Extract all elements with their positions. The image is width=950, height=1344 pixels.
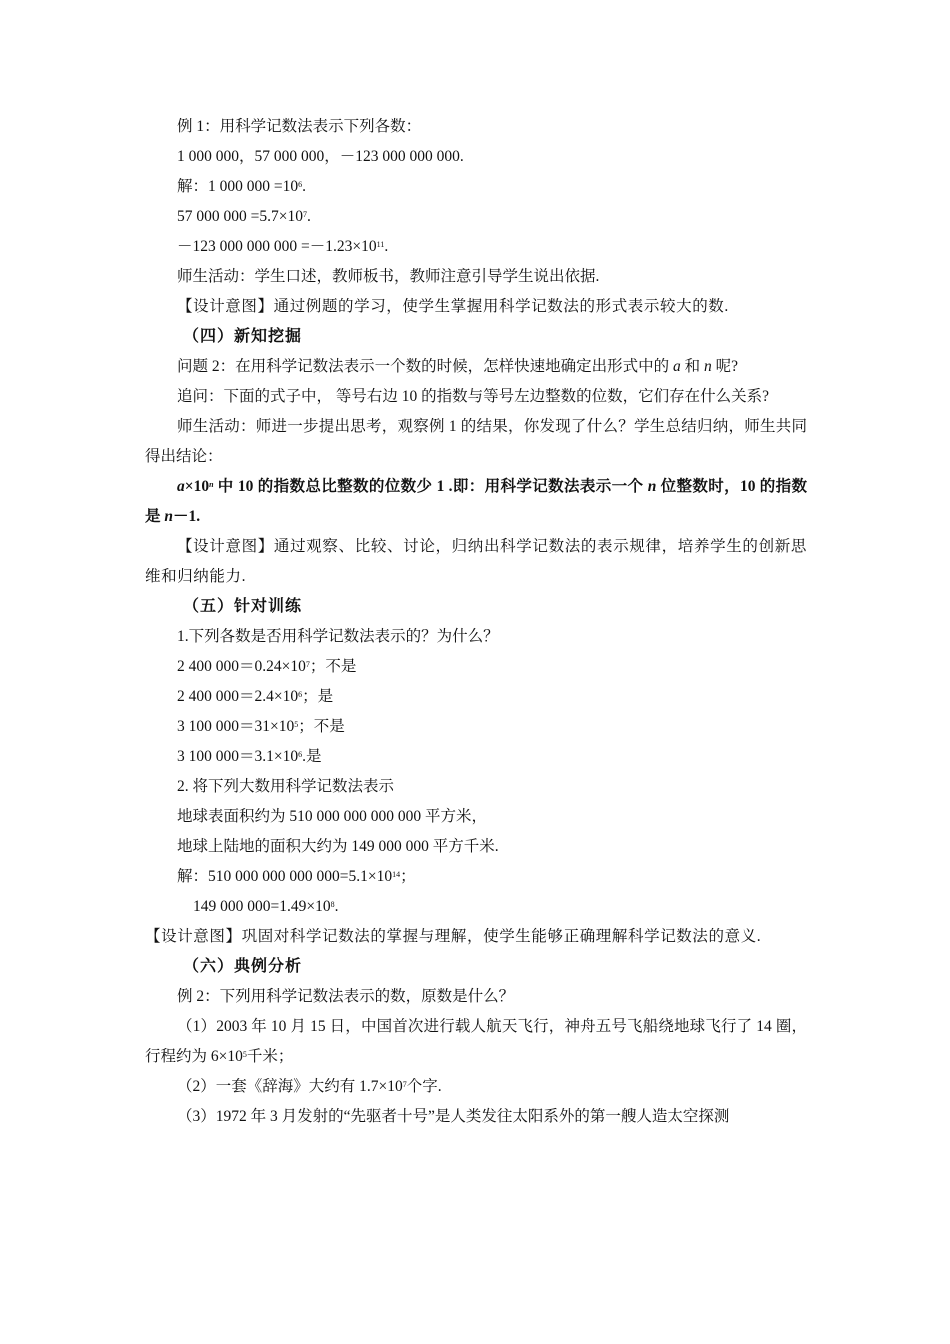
- exercise-1-item-3: 3 100 $000=31\times 10^5$；不是: [177, 718, 345, 735]
- exercise-1-item-1: 2 400 $000=0.24\times 10^7$；不是: [177, 658, 357, 675]
- design-intent-2: 【设计意图】通过观察、比较、讨论，归纳出科学记数法的表示规律，培养学生的创新思维和归纳能力.: [145, 538, 807, 585]
- design-intent-3: 【设计意图】巩固对科学记数法的掌握与理解，使学生能够正确理解科学记数法的意义.: [145, 928, 762, 945]
- section-heading-4: （四）新知挖掘: [183, 328, 303, 345]
- example-2-title: 例 2：下列用科学记数法表示的数，原数是什么？: [177, 988, 515, 1005]
- solution-line-2: 57 000 $000 =5.7\times 10^7$.: [177, 208, 311, 225]
- section-heading-5: （五）针对训练: [183, 598, 303, 615]
- question-2: 问题 2：在用科学记数法表示一个数的时候，怎样快速地确定出形式中的 a 和 n 呢?: [177, 358, 739, 375]
- exercise-2: 2. 将下列大数用科学记数法表示: [177, 778, 395, 795]
- exercise-1-item-2: 2 400 $000=2.4\times 10^6$；是: [177, 688, 334, 705]
- document-page: [145, 112, 807, 1132]
- exercise-2-item-1: 地球表面积约为 510 000 000 000 000 平方米，: [177, 808, 488, 825]
- exercise-1-item-4: 3 100 $000=3.1\times 10^6$.是: [177, 748, 322, 765]
- example-1-numbers: 1 000 000，57 000 000，－123 000 000 000.: [177, 148, 464, 165]
- exercise-2-solution-2: 149 000 $000=1.49\times 10^8$.: [193, 898, 339, 915]
- exercise-2-item-2: 地球上陆地的面积大约为 149 000 000 平方千米.: [177, 838, 499, 855]
- design-intent: 【设计意图】通过例题的学习，使学生掌握用科学记数法的形式表示较大的数.: [177, 298, 729, 315]
- follow-up-question: 追问：下面的式子中， 等号右边 10 的指数与等号左边整数的位数，它们存在什么关系?: [177, 388, 770, 405]
- exercise-2-solution-1: 解：510 000 000 000 $000=5.1\times 10^{14}$；: [177, 868, 416, 885]
- example-2-item-3: （3）1972 年 3 月发射的“先驱者十号”是人类发往太阳系外的第一艘人造太空探测: [177, 1108, 730, 1125]
- solution-line-1: 解：1 000 $000 =10^6$.: [177, 178, 306, 195]
- exercise-1: 1.下列各数是否用科学记数法表示的？为什么？: [177, 628, 499, 645]
- conclusion: $a\times 10^n$ 中 10 的指数总比整数的位数少 1 .即：用科学记数法表示一个 n 位整数时，10 的指数是 n－1.: [145, 478, 807, 525]
- example-1-title: 例 1：用科学记数法表示下列各数：: [177, 118, 422, 135]
- solution-line-3: －123 000 000 $000 =-1.23\times 10^{11}$.: [177, 238, 389, 255]
- teacher-student-activity-2: 师生活动：师进一步提出思考，观察例 1 的结果，你发现了什么？学生总结归纳，师生共同得出结论：: [145, 418, 807, 465]
- example-2-item-1: （1）2003 年 10 月 15 日，中国首次进行载人航天飞行，神舟五号飞船绕地球飞行了 14 圈，行程约为 $6\times 10^5$千米；: [145, 1018, 807, 1065]
- teacher-student-activity: 师生活动：学生口述，教师板书，教师注意引导学生说出依据.: [177, 268, 600, 285]
- example-2-item-2: （2）一套《辞海》大约有 $1.7\times 10^7$个字.: [177, 1078, 442, 1095]
- section-heading-6: （六）典例分析: [183, 958, 303, 975]
